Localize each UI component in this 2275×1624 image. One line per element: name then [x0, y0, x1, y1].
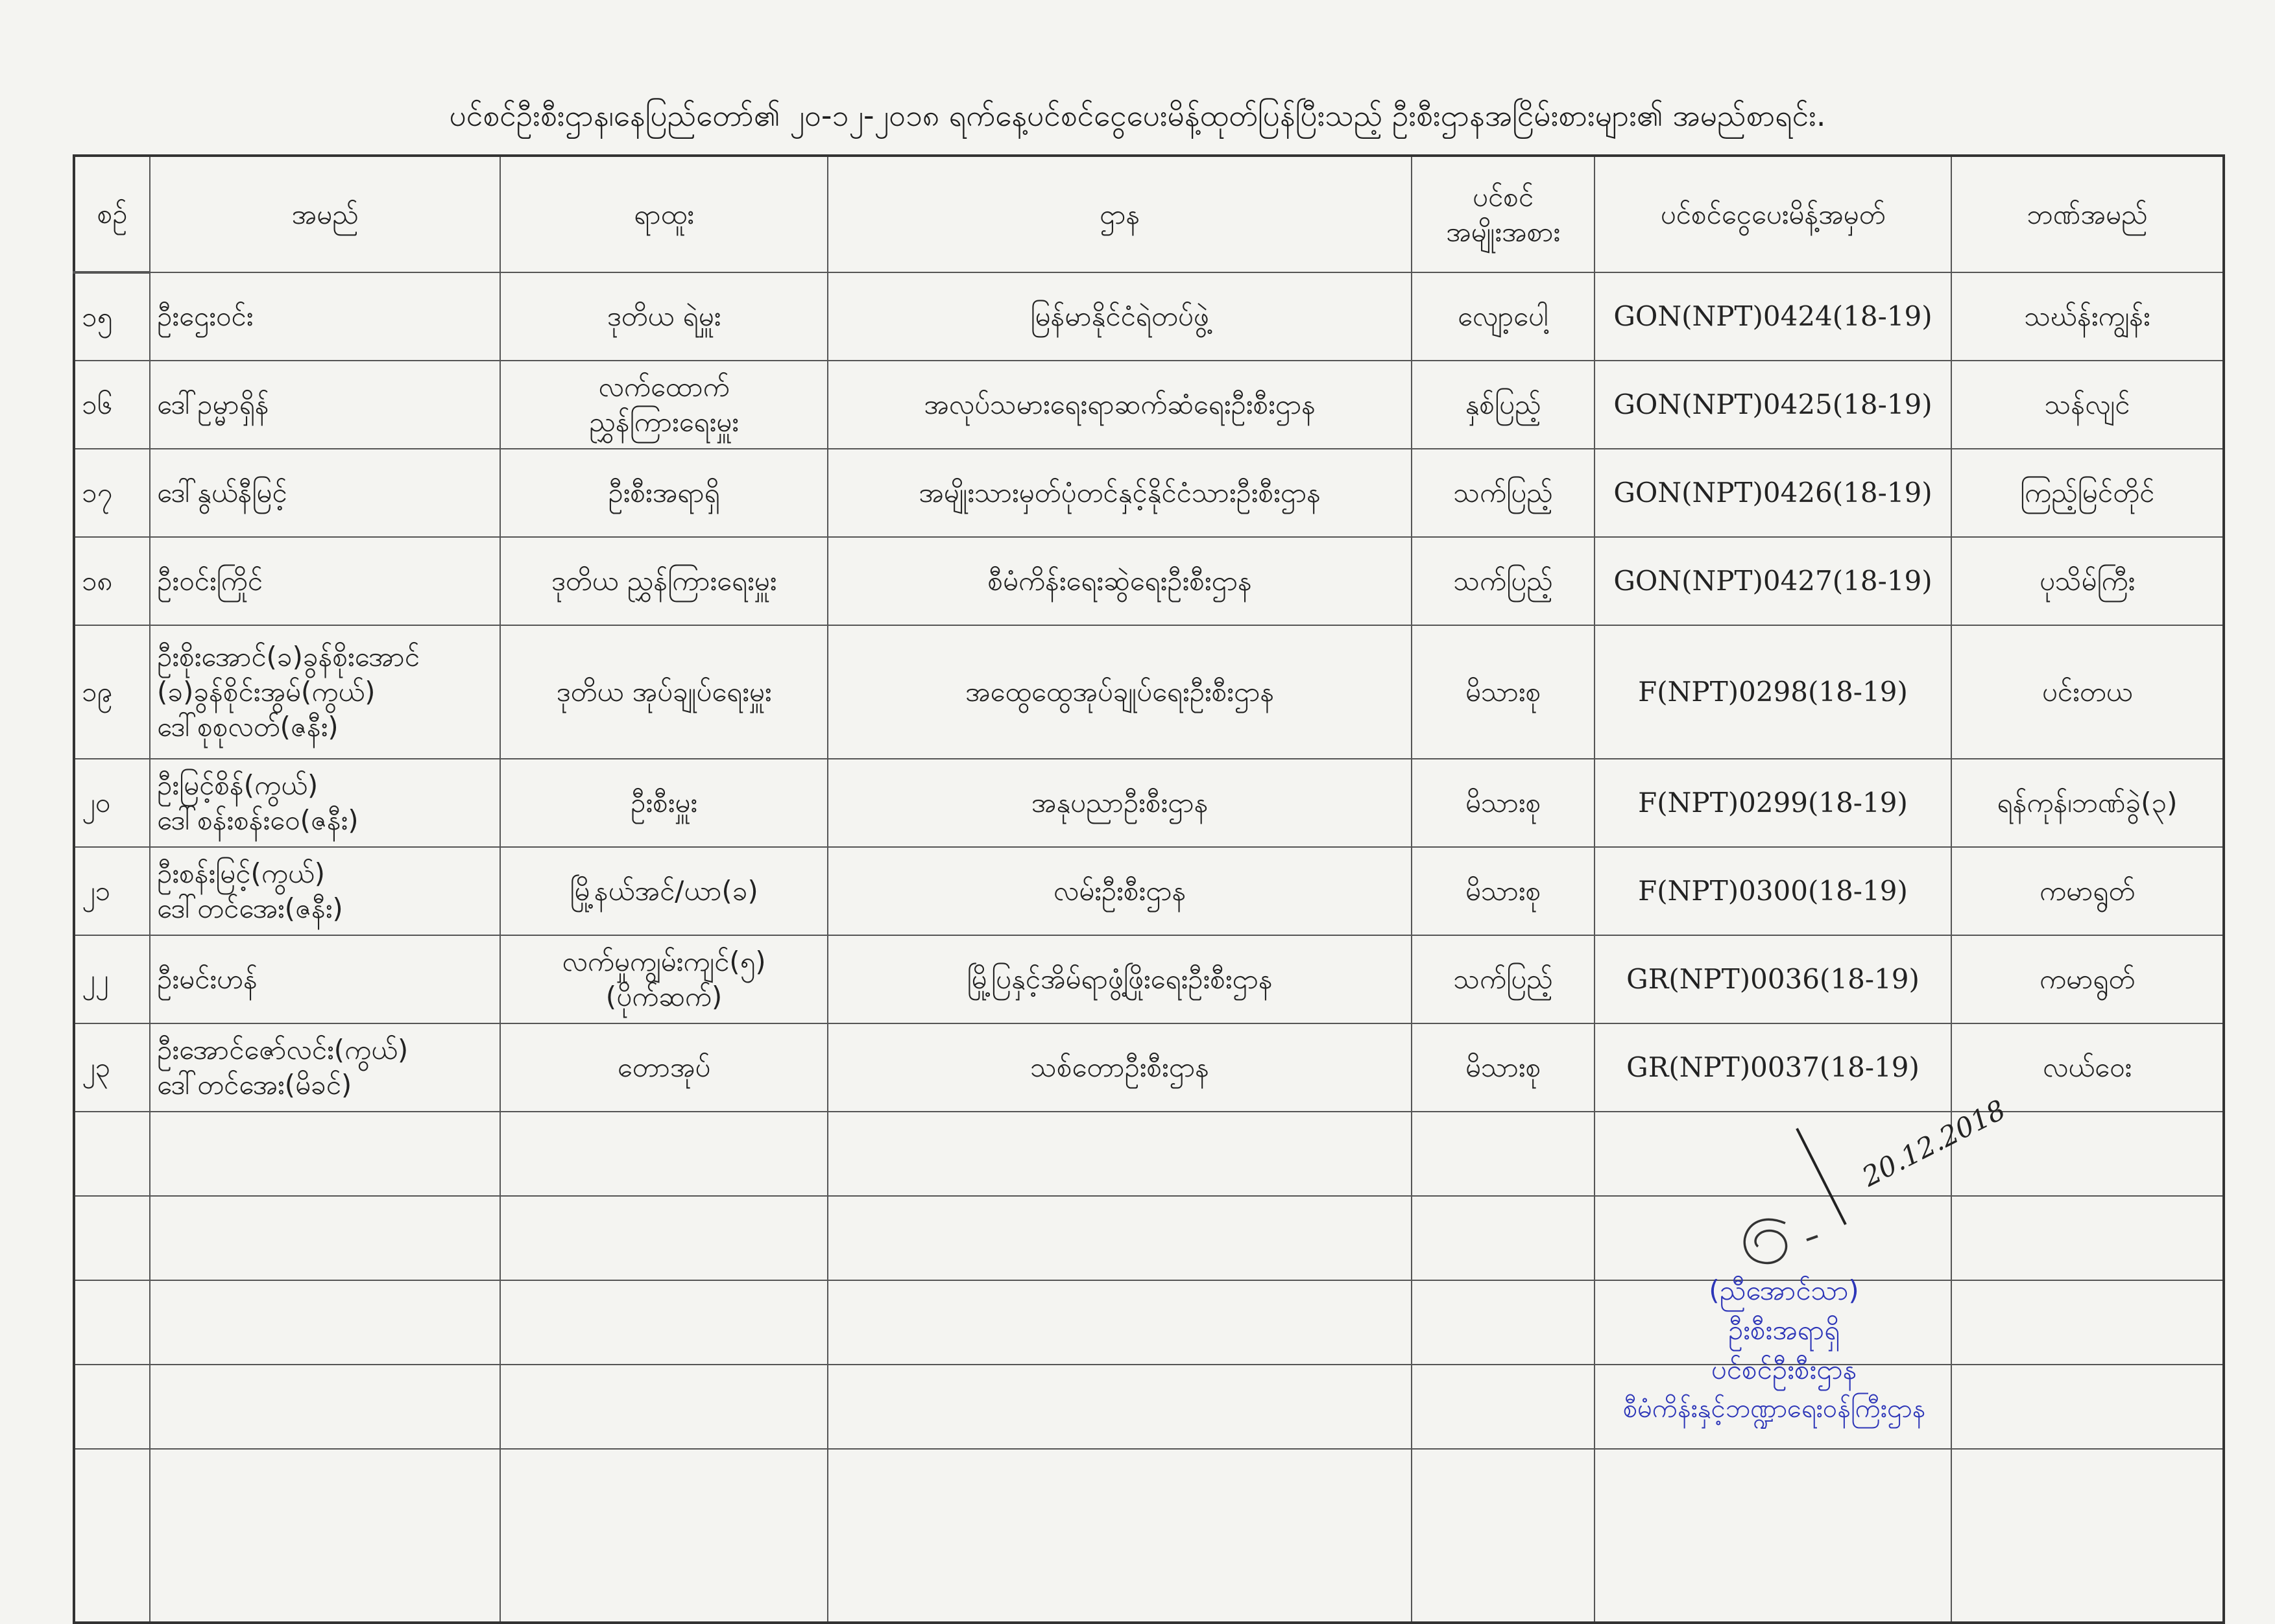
cell-department-empty	[828, 1449, 1412, 1623]
cell-department: အမျိုးသားမှတ်ပုံတင်နှင့်နိုင်ငံသားဦးစီးဌာန	[828, 449, 1412, 537]
cell-serial: ၁၉	[74, 625, 150, 759]
header-bank: ဘဏ်အမည်	[1951, 156, 2224, 272]
cell-serial: ၂၁	[74, 847, 150, 935]
cell-department: အလုပ်သမားရေးရာဆက်ဆံရေးဦးစီးဌာန	[828, 361, 1412, 449]
cell-name-empty	[150, 1112, 500, 1196]
cell-pension-order: GR(NPT)0036(18-19)	[1595, 935, 1951, 1023]
cell-pension-type-empty	[1412, 1449, 1595, 1623]
header-name: အမည်	[150, 156, 500, 272]
cell-rank-empty	[500, 1280, 828, 1365]
cell-serial-empty	[74, 1449, 150, 1623]
table-row	[74, 1023, 2224, 1112]
cell-pension-type: လျော့ပေါ့	[1412, 272, 1595, 361]
cell-rank-empty	[500, 1112, 828, 1196]
cell-name: ဦးမြင့်စိန်(ကွယ်) ဒေါ်စန်းစန်းဝေ(ဇနီး)	[150, 759, 500, 847]
cell-bank: ကမာရွတ်	[1951, 847, 2224, 935]
cell-pension-order: GON(NPT)0427(18-19)	[1595, 537, 1951, 625]
header-pension-type: ပင်စင် အမျိုးအစား	[1412, 156, 1595, 272]
official-stamp	[1570, 1271, 1998, 1427]
cell-bank: ပင်းတယ	[1951, 625, 2224, 759]
cell-bank: လယ်ဝေး	[1951, 1023, 2224, 1112]
header-pension-order: ပင်စင်ငွေပေးမိန့်အမှတ်	[1595, 156, 1951, 272]
table-header-row	[74, 156, 2224, 272]
cell-name-empty	[150, 1196, 500, 1280]
cell-department: သစ်တောဦးစီးဌာန	[828, 1023, 1412, 1112]
cell-pension-type: သက်ပြည့်	[1412, 449, 1595, 537]
cell-name-empty	[150, 1365, 500, 1449]
cell-pension-type: မိသားစု	[1412, 625, 1595, 759]
cell-name: ဦးစန်းမြင့်(ကွယ်) ဒေါ်တင်အေး(ဇနီး)	[150, 847, 500, 935]
cell-bank: ကမာရွတ်	[1951, 935, 2224, 1023]
header-serial: စဉ်	[74, 156, 150, 272]
stamp-name: (ညီအောင်သာ)	[1709, 1274, 1859, 1306]
cell-name: ဦးဝင်းကြိုင်	[150, 537, 500, 625]
header-department: ဌာန	[828, 156, 1412, 272]
cell-pension-type: သက်ပြည့်	[1412, 935, 1595, 1023]
cell-rank: လက်ထောက် ညွှန်ကြားရေးမှူး	[500, 361, 828, 449]
table-row	[74, 537, 2224, 625]
cell-rank: ဒုတိယ ညွှန်ကြားရေးမှူး	[500, 537, 828, 625]
cell-bank: ကြည့်မြင်တိုင်	[1951, 449, 2224, 537]
cell-name: ဦးဌေးဝင်း	[150, 272, 500, 361]
cell-department: အထွေထွေအုပ်ချုပ်ရေးဦးစီးဌာန	[828, 625, 1412, 759]
cell-serial: ၂၂	[74, 935, 150, 1023]
table-row	[74, 272, 2224, 361]
cell-name: ဦးအောင်ဇော်လင်း(ကွယ်) ဒေါ်တင်အေး(မိခင်)	[150, 1023, 500, 1112]
cell-serial-empty	[74, 1112, 150, 1196]
cell-serial: ၁၆	[74, 361, 150, 449]
cell-serial: ၂၀	[74, 759, 150, 847]
cell-rank: ဒုတိယ ရဲမှူး	[500, 272, 828, 361]
cell-bank: ရန်ကုန်၊ဘဏ်ခွဲ(၃)	[1951, 759, 2224, 847]
cell-pension-type: မိသားစု	[1412, 759, 1595, 847]
cell-serial-empty	[74, 1365, 150, 1449]
cell-pension-order: GR(NPT)0037(18-19)	[1595, 1023, 1951, 1112]
cell-pension-order: F(NPT)0298(18-19)	[1595, 625, 1951, 759]
cell-serial-empty	[74, 1280, 150, 1365]
cell-department-empty	[828, 1112, 1412, 1196]
cell-serial: ၂၃	[74, 1023, 150, 1112]
header-rank: ရာထူး	[500, 156, 828, 272]
cell-department: စီမံကိန်းရေးဆွဲရေးဦးစီးဌာန	[828, 537, 1412, 625]
empty-row	[74, 1449, 2224, 1623]
table-row	[74, 361, 2224, 449]
cell-department-empty	[828, 1196, 1412, 1280]
cell-name-empty	[150, 1449, 500, 1623]
table-row	[74, 625, 2224, 759]
cell-pension-order: GON(NPT)0424(18-19)	[1595, 272, 1951, 361]
cell-rank: ဒုတိယ အုပ်ချုပ်ရေးမှူး	[500, 625, 828, 759]
cell-pension-order: GON(NPT)0425(18-19)	[1595, 361, 1951, 449]
table-row	[74, 759, 2224, 847]
cell-department-empty	[828, 1280, 1412, 1365]
cell-name: ဒေါ်နွယ်နီမြင့်	[150, 449, 500, 537]
cell-bank: ပုသိမ်ကြီး	[1951, 537, 2224, 625]
cell-name-empty	[150, 1280, 500, 1365]
cell-serial: ၁၅	[74, 272, 150, 361]
cell-pension-order: F(NPT)0300(18-19)	[1595, 847, 1951, 935]
cell-rank-empty	[500, 1365, 828, 1449]
stamp-department: ပင်စင်ဦးစီးဌာန	[1711, 1353, 1857, 1385]
cell-bank-empty	[1951, 1449, 2224, 1623]
cell-department: အနုပညာဦးစီးဌာန	[828, 759, 1412, 847]
stamp-title: ဦးစီးအရာရှိ	[1727, 1313, 1840, 1346]
cell-name: ဦးစိုးအောင်(ခ)ခွန်စိုးအောင် (ခ)ခွန်စိုင်းအွမ်(ကွယ်) ဒေါ်စုစုလတ်(ဇနီး)	[150, 625, 500, 759]
cell-rank: တောအုပ်	[500, 1023, 828, 1112]
cell-department-empty	[828, 1365, 1412, 1449]
table-row	[74, 449, 2224, 537]
signature-date: 20.12.2018	[1857, 1093, 2011, 1193]
table-row	[74, 935, 2224, 1023]
cell-department: မြန်မာနိုင်ငံရဲတပ်ဖွဲ့	[828, 272, 1412, 361]
cell-pension-type: သက်ပြည့်	[1412, 537, 1595, 625]
cell-serial: ၁၇	[74, 449, 150, 537]
cell-rank: ဦးစီးအရာရှိ	[500, 449, 828, 537]
cell-rank-empty	[500, 1196, 828, 1280]
cell-name: ဒေါ်ဥမ္မာရှိန်	[150, 361, 500, 449]
cell-pension-order-empty	[1595, 1449, 1951, 1623]
stamp-ministry: စီမံကိန်းနှင့်ဘဏ္ဍာရေးဝန်ကြီးဌာန	[1622, 1393, 1926, 1424]
signature-block	[1544, 1093, 2011, 1466]
cell-rank: ဦးစီးမှူး	[500, 759, 828, 847]
cell-rank: မြို့နယ်အင်/ယာ(ခ)	[500, 847, 828, 935]
cell-bank: သန်လျင်	[1951, 361, 2224, 449]
cell-pension-order: GON(NPT)0426(18-19)	[1595, 449, 1951, 537]
cell-pension-type: မိသားစု	[1412, 847, 1595, 935]
cell-name: ဦးမင်းဟန်	[150, 935, 500, 1023]
page-title: ပင်စင်ဦးစီးဌာန၊နေပြည်တော်၏ ၂၀-၁၂-၂၀၁၈ ရက်နေ့ပင်စင်ငွေပေးမိန့်ထုတ်ပြန်ပြီးသည့် ဦးစီးဌာနအငြိမ်းစားများ၏ အမည်စာရင်း.	[449, 98, 1826, 133]
cell-bank: သဃ်န်းကျွန်း	[1951, 272, 2224, 361]
cell-pension-order: F(NPT)0299(18-19)	[1595, 759, 1951, 847]
cell-pension-type: နှစ်ပြည့်	[1412, 361, 1595, 449]
cell-rank: လက်မှုကျွမ်းကျင်(၅) (ပိုက်ဆက်)	[500, 935, 828, 1023]
cell-department: မြို့ပြနှင့်အိမ်ရာဖွံ့ဖြိုးရေးဦးစီးဌာန	[828, 935, 1412, 1023]
cell-serial-empty	[74, 1196, 150, 1280]
cell-serial: ၁၈	[74, 537, 150, 625]
table-row	[74, 847, 2224, 935]
cell-pension-type: မိသားစု	[1412, 1023, 1595, 1112]
cell-department: လမ်းဦးစီးဌာန	[828, 847, 1412, 935]
cell-rank-empty	[500, 1449, 828, 1623]
